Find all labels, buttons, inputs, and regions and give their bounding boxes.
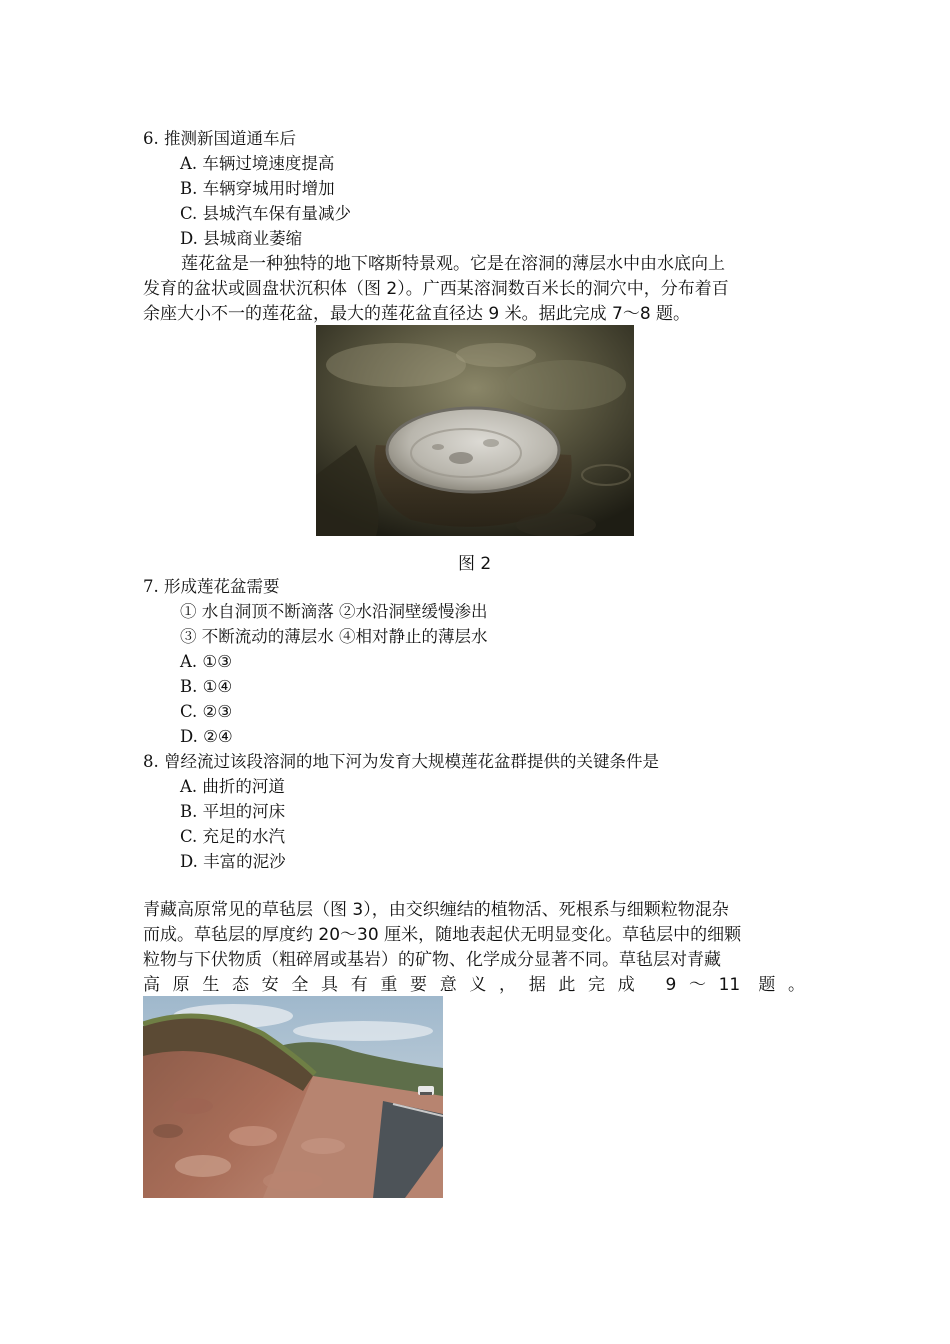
figure2-caption: 图 2 — [458, 554, 492, 574]
q8-option-c: C. 充足的水汽 — [180, 827, 286, 846]
q8-stem: 8. 曾经流过该段溶洞的地下河为发育大规模莲花盆群提供的关键条件是 — [143, 752, 659, 771]
q8-option-d: D. 丰富的泥沙 — [180, 852, 286, 871]
q8-option-b: B. 平坦的河床 — [180, 802, 286, 821]
q7-stem: 7. 形成莲花盆需要 — [143, 577, 280, 596]
passage3-line-3: 粒物与下伏物质（粗碎屑或基岩）的矿物、化学成分显著不同。草毡层对青藏 — [143, 950, 721, 970]
q7-item-2: ③ 不断流动的薄层水 ④相对静止的薄层水 — [180, 627, 488, 646]
q6-stem: 6. 推测新国道通车后 — [143, 129, 296, 148]
q8-option-a: A. 曲折的河道 — [180, 777, 285, 796]
q6-option-d: D. 县城商业萎缩 — [180, 229, 303, 248]
passage2-line-3: 余座大小不一的莲花盆，最大的莲花盆直径达 9 米。据此完成 7～8 题。 — [143, 304, 691, 324]
q7-option-a: A. ①③ — [180, 652, 232, 671]
grass-felt-layer-photo — [143, 996, 443, 1198]
q7-option-b: B. ①④ — [180, 677, 233, 696]
q6-option-b: B. 车辆穿城用时增加 — [180, 179, 335, 198]
q7-item-1: ① 水自洞顶不断滴落 ②水沿洞壁缓慢渗出 — [180, 602, 488, 621]
passage3-line-4: 高原生态安全具有重要意义，据此完成 9～11 题。 — [143, 975, 805, 995]
passage2-line-1: 莲花盆是一种独特的地下喀斯特景观。它是在溶洞的薄层水中由水底向上 — [181, 254, 725, 274]
q7-option-d: D. ②④ — [180, 727, 233, 746]
q7-option-c: C. ②③ — [180, 702, 233, 721]
q6-option-c: C. 县城汽车保有量减少 — [180, 204, 352, 223]
lotus-basin-photo — [316, 325, 634, 536]
q6-option-a: A. 车辆过境速度提高 — [180, 154, 335, 173]
passage3-line-1: 青藏高原常见的草毡层（图 3），由交织缠结的植物活、死根系与细颗粒物混杂 — [143, 900, 729, 920]
passage3-line-2: 而成。草毡层的厚度约 20～30 厘米，随地表起伏无明显变化。草毡层中的细颗 — [143, 925, 742, 945]
passage2-line-2: 发育的盆状或圆盘状沉积体（图 2）。广西某溶洞数百米长的洞穴中，分布着百 — [143, 279, 729, 299]
